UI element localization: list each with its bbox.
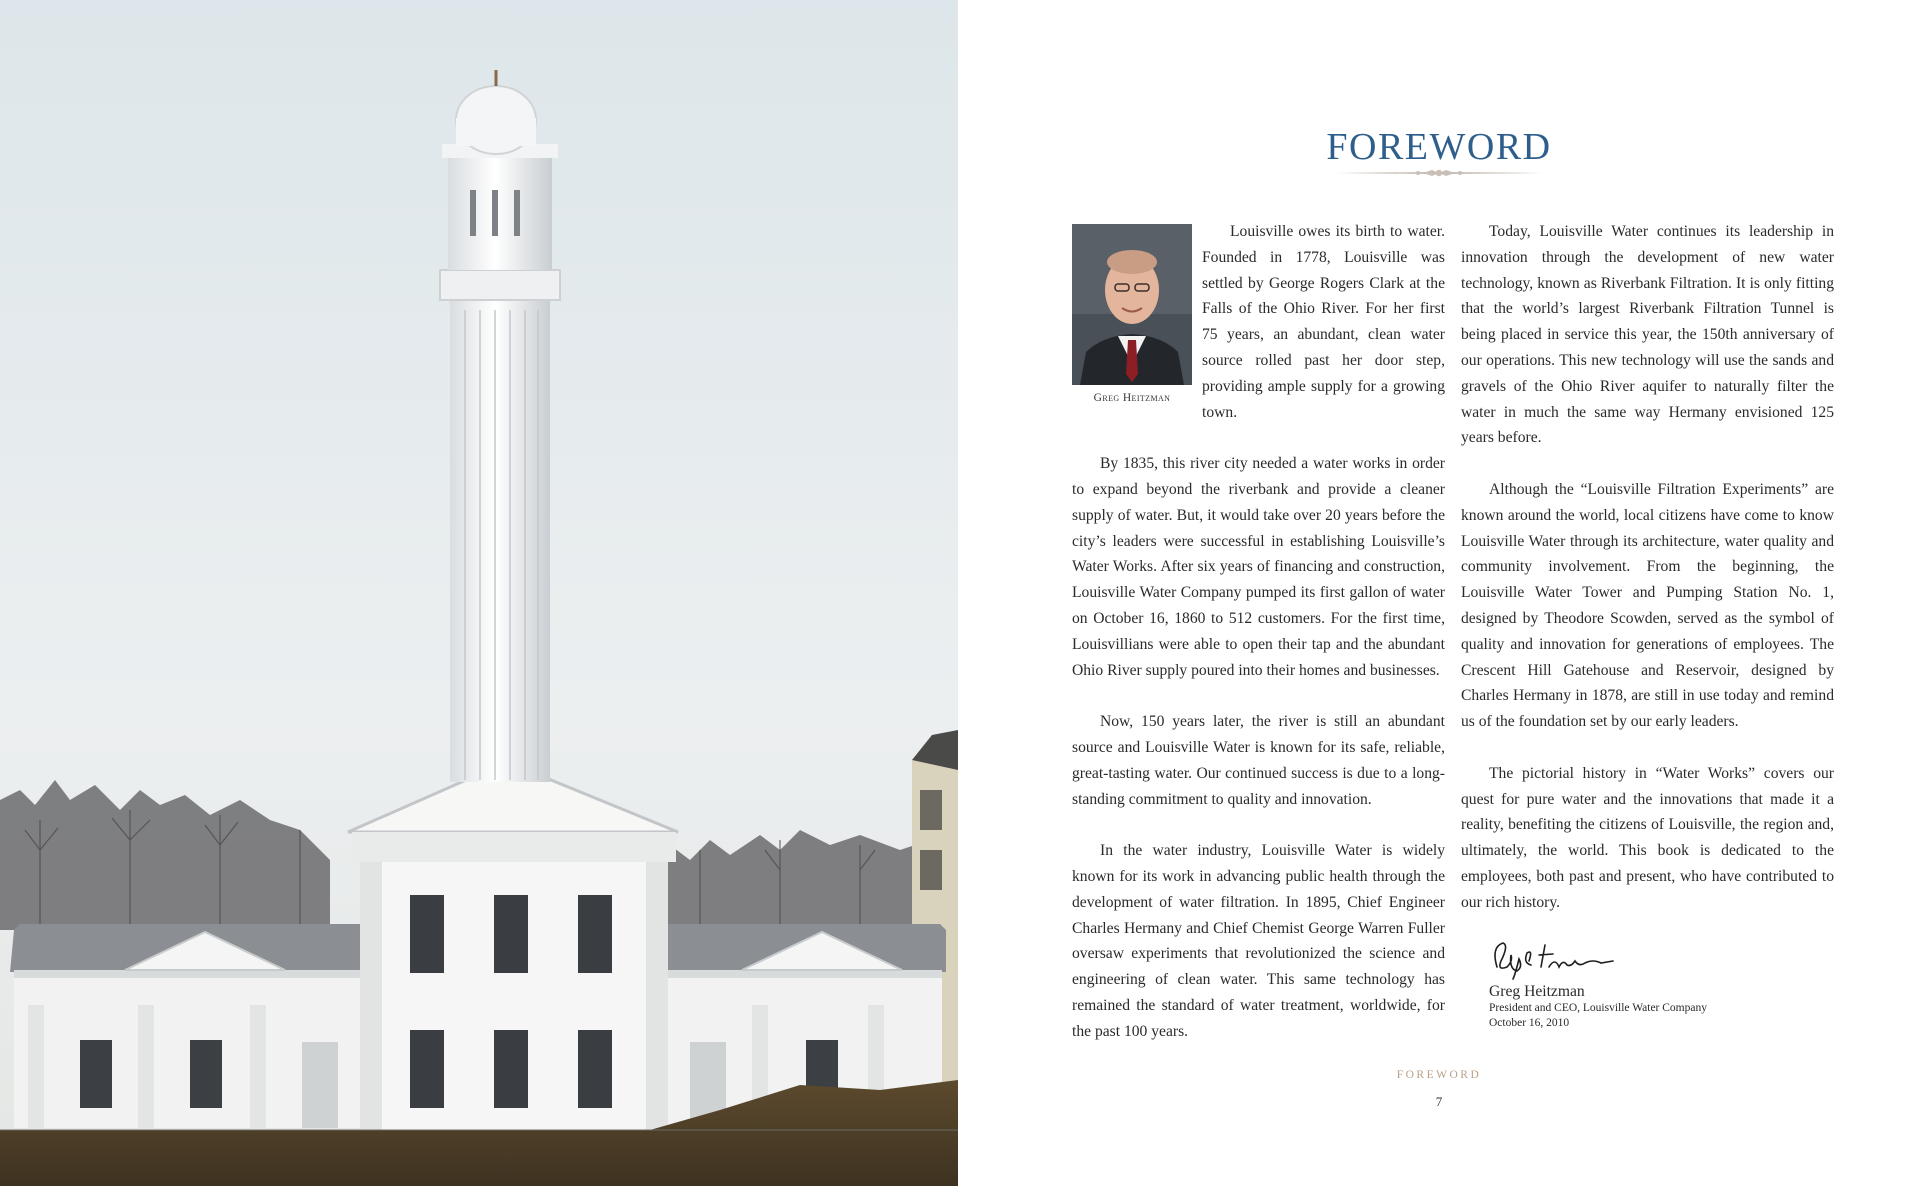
signatory-name: Greg Heitzman [1489, 983, 1585, 1001]
signature-block [1489, 937, 1834, 1031]
paragraph: The pictorial history in “Water Works” covers our quest for pure water and the innovations that made it a reality, benefiting the citizens of Louisville, the region and, ultimately, the world. This book is dedicated to the employees, both past and present, who have contributed to our rich history. [1461, 764, 1834, 911]
portrait-photo [1072, 224, 1192, 385]
right-text-column [1461, 219, 1834, 1031]
water-tower-photo [0, 0, 958, 1186]
portrait-caption: Greg Heitzman [1093, 392, 1171, 404]
page-title: FOREWORD [1326, 126, 1552, 169]
portrait-block [1072, 224, 1192, 413]
paragraph: Now, 150 years later, the river is still an abundant source and Louisville Water is known for its safe, reliable, great-tasting water. Our continued success is due to a long-standing commitment to quality and innovation. [1072, 713, 1445, 808]
page-number: 7 [1435, 1094, 1443, 1109]
running-footer: FOREWORD [1396, 1069, 1482, 1081]
left-text-column [1072, 219, 1445, 1070]
paragraph: By 1835, this river city needed a water works in order to expand beyond the riverbank and provide a cleaner supply of water. But, it would take over 20 years before the city’s leaders were successful in establishing Louisville’s Water Works. After six years of financing and construction, Louisville Water Company pumped its first gallon of water on October 16, 1860 to 512 customers. For the first time, Louisvillians were able to open their tap and the abundant Ohio River supply poured into their homes and businesses. [1072, 455, 1445, 679]
title-ornament [1336, 168, 1542, 178]
paragraph: Although the “Louisville Filtration Experiments” are known around the world, local citizens have come to know Louisville Water through its architecture, water quality and community involvement. From the beginning, the Louisville Water Tower and Pumping Station No. 1, designed by Theodore Scowden, served as the symbol of quality and innovation for generations of employees. The Crescent Hill Gatehouse and Reservoir, designed by Charles Hermany in 1878, are still in use today and remind us of the foundation set by our early leaders. [1461, 480, 1834, 731]
signatory-title: President and CEO, Louisville Water Company [1489, 1002, 1707, 1015]
foreword-page [958, 0, 1920, 1186]
signature-date: October 16, 2010 [1489, 1017, 1570, 1030]
tower-column [440, 70, 560, 782]
pumping-station [348, 762, 678, 1130]
paragraph: In the water industry, Louisville Water is widely known for its work in advancing public health through the development of water filtration. In 1895, Chief Engineer Charles Hermany and Chief Chemist George Warren Fuller oversaw experiments that revolutionized the science and engineering of clean water. This same technology has remained the standard of water treatment, worldwide, for the past 100 years. [1072, 842, 1445, 1040]
paragraph: Louisville owes its birth to water. Founded in 1778, Louisville was settled by George Rogers Clark at the Falls of the Ohio River. For her first 75 years, an abundant, clean water source rolled past her door step, providing ample supply for a growing town. [1202, 223, 1445, 421]
paragraph: Today, Louisville Water continues its leadership in innovation through the development of new water technology, known as Riverbank Filtration. It is only fitting that the world’s largest Riverbank Filtration Tunnel is being placed in service this year, the 150th anniversary of our operations. This new technology will use the sands and gravels of the Ohio River aquifer to naturally filter the water in much the same way Hermany envisioned 125 years before. [1461, 223, 1834, 447]
handwritten-signature [1489, 937, 1619, 981]
